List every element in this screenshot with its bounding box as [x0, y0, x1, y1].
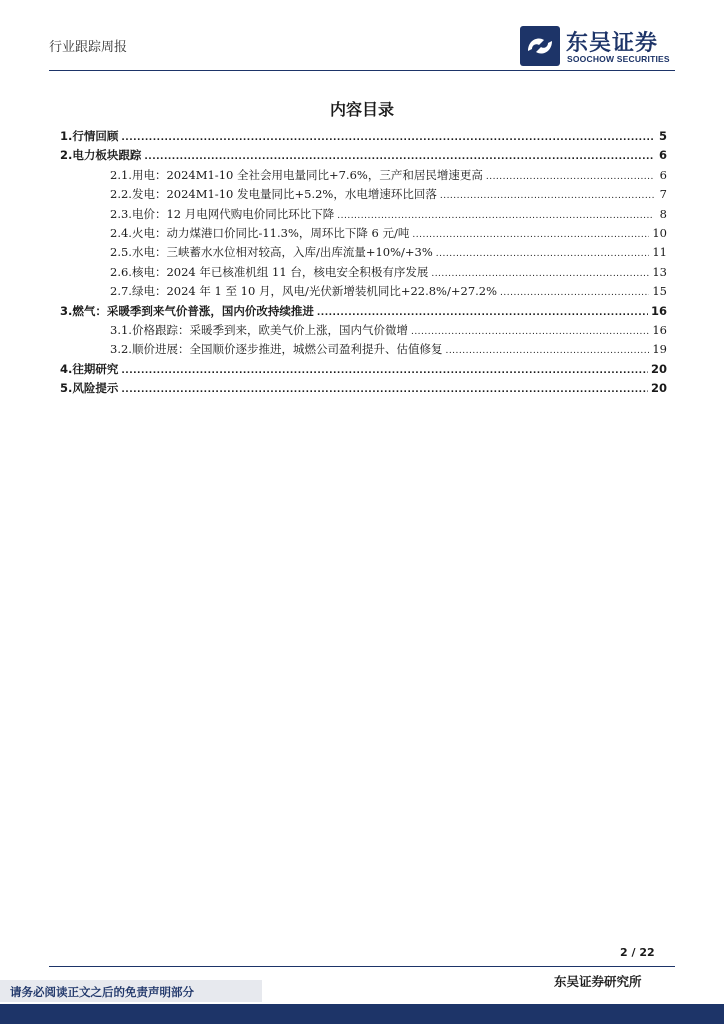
toc-entry-page: 6 — [659, 167, 667, 182]
toc-entry-title: 电力板块跟踪 — [72, 148, 142, 163]
toc-entry-number: 1. — [60, 129, 73, 143]
toc-entry-number: 3.1. — [110, 322, 132, 337]
toc-entry-page: 16 — [652, 322, 667, 337]
toc-leader-dots — [486, 168, 654, 187]
toc-entry-page: 16 — [650, 303, 667, 318]
toc-entry-page: 11 — [652, 245, 667, 260]
toc-entry-number: 2.3. — [110, 206, 132, 221]
toc-entry[interactable] — [60, 263, 667, 282]
toc-leader-dots — [121, 129, 654, 148]
toc-leader-dots — [121, 362, 648, 381]
toc-entry-title: 发电：2024M1-10 发电量同比+5.2%，水电增速环比回落 — [131, 187, 437, 202]
toc-entry[interactable] — [60, 166, 667, 185]
toc-entry[interactable] — [60, 379, 667, 398]
toc-entry-number: 2.6. — [110, 264, 132, 279]
toc-entry[interactable] — [60, 127, 667, 146]
toc-entry-number: 2.4. — [110, 225, 132, 240]
toc-entry[interactable] — [60, 224, 667, 243]
toc-entry-title: 风险提示 — [72, 381, 119, 396]
header-divider — [49, 70, 675, 71]
toc-entry-number: 2.2. — [110, 187, 132, 202]
toc-entry[interactable] — [60, 321, 667, 340]
soochow-logo-icon — [520, 26, 560, 66]
toc-entry-title: 往期研究 — [72, 361, 119, 376]
toc-entry-number: 2.1. — [110, 167, 132, 182]
toc-entry[interactable] — [60, 340, 667, 359]
toc-entry[interactable] — [60, 205, 667, 224]
toc-entry-number: 3.2. — [110, 342, 132, 357]
toc-leader-dots — [500, 284, 649, 303]
toc-entry-number: 3. — [60, 303, 73, 318]
toc-entry[interactable] — [60, 185, 667, 204]
toc-entry-title: 绿电：2024 年 1 至 10 月，风电/光伏新增装机同比+22.8%/+27.2% — [131, 284, 498, 299]
toc-entry-title: 火电：动力煤港口价同比-11.3%，周环比下降 6 元/吨 — [131, 225, 410, 240]
page-number: 2 / 22 — [620, 946, 655, 959]
toc-entry[interactable] — [60, 243, 667, 262]
toc-entry-page: 20 — [650, 361, 667, 376]
toc-leader-dots — [412, 226, 649, 245]
table-of-contents — [60, 127, 667, 398]
toc-entry-title: 行情回顾 — [72, 129, 119, 143]
toc-entry[interactable] — [60, 282, 667, 301]
logo-english-name: SOOCHOW SECURITIES — [567, 54, 670, 64]
toc-leader-dots — [121, 381, 648, 400]
toc-entry-number: 5. — [60, 381, 73, 396]
toc-entry-title: 顺价进展：全国顺价逐步推进，城燃公司盈利提升、估值修复 — [131, 342, 443, 357]
report-type-label: 行业跟踪周报 — [49, 40, 128, 55]
toc-entry-title: 价格跟踪：采暖季到来，欧美气价上涨，国内气价微增 — [131, 322, 408, 337]
toc-entry[interactable] — [60, 360, 667, 379]
disclaimer-text: 请务必阅读正文之后的免责声明部分 — [10, 985, 194, 999]
toc-entry-page: 20 — [650, 381, 667, 396]
toc-entry[interactable] — [60, 146, 667, 165]
toc-entry-page: 5 — [658, 129, 667, 143]
toc-entry[interactable] — [60, 302, 667, 321]
toc-entry-page: 7 — [659, 187, 667, 202]
toc-entry-number: 2. — [60, 148, 73, 163]
toc-entry-page: 15 — [652, 284, 667, 299]
toc-entry-page: 10 — [652, 225, 667, 240]
footer-organization: 东吴证券研究所 — [554, 974, 642, 989]
toc-entry-number: 2.7. — [110, 284, 132, 299]
toc-entry-title: 水电：三峡蓄水水位相对较高，入库/出库流量+10%/+3% — [131, 245, 433, 260]
toc-entry-title: 核电：2024 年已核准机组 11 台，核电安全积极有序发展 — [131, 264, 429, 279]
footer-divider — [49, 966, 675, 967]
toc-entry-page: 19 — [652, 342, 667, 357]
toc-title: 内容目录 — [329, 100, 394, 119]
toc-leader-dots — [436, 245, 650, 264]
toc-entry-page: 8 — [659, 206, 667, 221]
toc-leader-dots — [411, 323, 649, 342]
footer-brand-band — [0, 1004, 724, 1024]
toc-leader-dots — [440, 187, 654, 206]
toc-entry-page: 13 — [652, 264, 667, 279]
toc-leader-dots — [445, 342, 649, 361]
toc-entry-title: 燃气：采暖季到来气价普涨，国内价改持续推进 — [72, 303, 314, 318]
toc-entry-title: 用电：2024M1-10 全社会用电量同比+7.6%，三产和居民增速更高 — [131, 167, 483, 182]
toc-entry-number: 2.5. — [110, 245, 132, 260]
toc-entry-title: 电价：12 月电网代购电价同比环比下降 — [131, 206, 335, 221]
toc-entry-page: 6 — [658, 148, 667, 163]
logo-chinese-name: 东吴证券 — [566, 31, 659, 56]
toc-entry-number: 4. — [60, 361, 73, 376]
soochow-logo — [520, 26, 680, 68]
